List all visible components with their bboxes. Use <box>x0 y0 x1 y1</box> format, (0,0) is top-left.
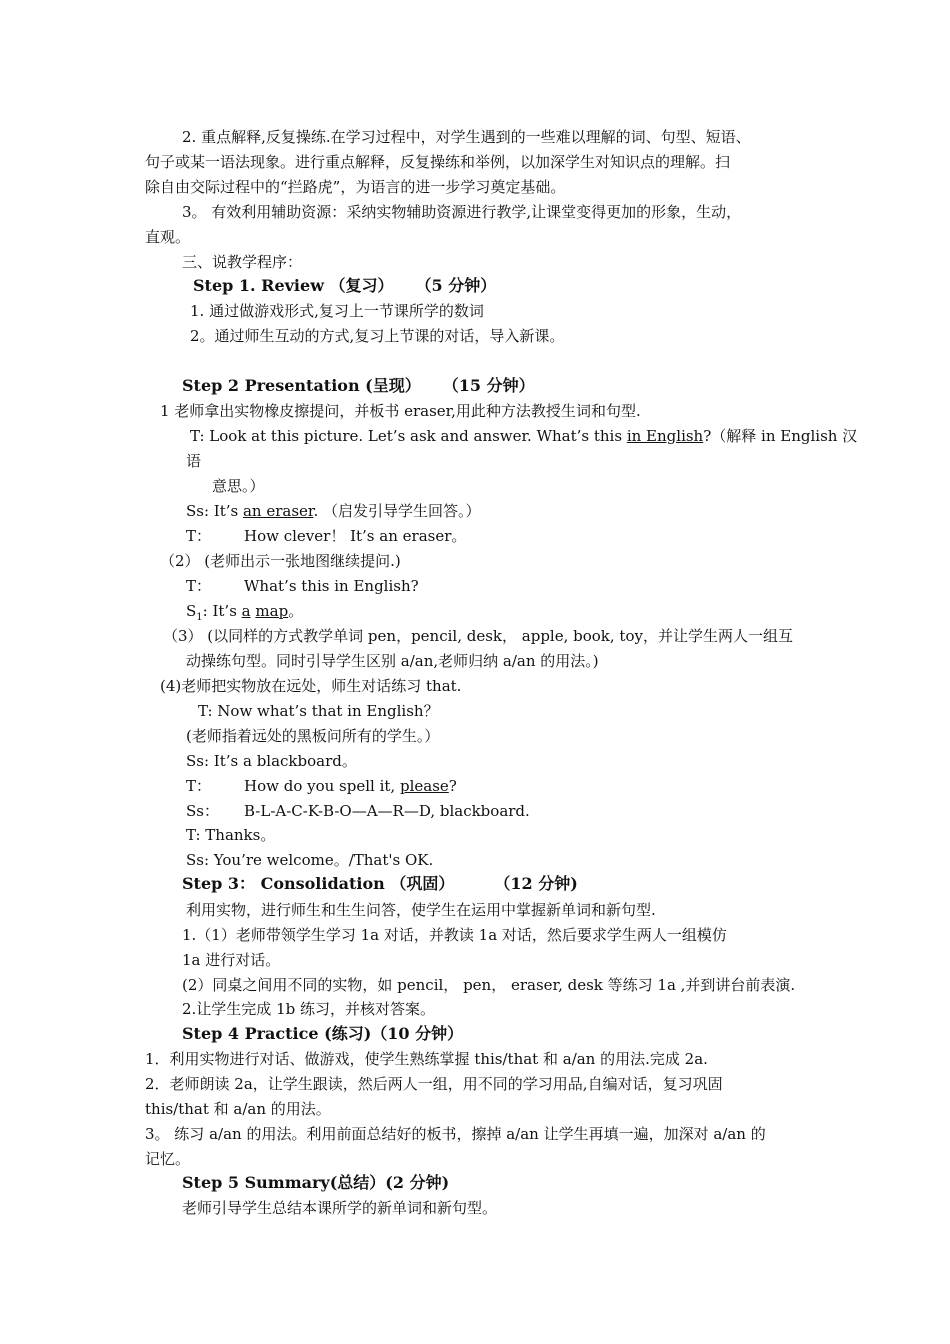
dialogue-text: ? <box>448 777 457 795</box>
step2-time: （15 分钟） <box>442 376 535 395</box>
paragraph-line: 2. 重点解释,反复操练.在学习过程中，对学生遇到的一些难以理解的词、句型、短语、 <box>182 128 751 146</box>
dialogue-line: 语 <box>186 452 202 470</box>
speaker: S <box>186 602 197 620</box>
step1-title: Step 1. Review （复习） <box>193 276 394 295</box>
step3-title: Step 3： Consolidation （巩固） <box>182 874 455 893</box>
dialogue-line <box>190 426 857 446</box>
speaker: T： <box>186 527 212 545</box>
step3-time: （12 分钟) <box>494 874 578 893</box>
dialogue-line <box>186 526 466 546</box>
underlined-phrase: a <box>241 602 251 620</box>
underlined-phrase: please <box>399 777 449 795</box>
list-item: 1a 进行对话。 <box>182 951 281 969</box>
paragraph-line: 老师引导学生总结本课所学的新单词和新句型。 <box>182 1199 498 1217</box>
step2-title: Step 2 Presentation (呈现） <box>182 376 421 395</box>
list-item: 2。通过师生互动的方式,复习上节课的对话，导入新课。 <box>190 327 565 345</box>
list-item: 1．利用实物进行对话、做游戏，使学生熟练掌握 this/that 和 a/an 的用法.完成 2a. <box>145 1050 708 1068</box>
dialogue-text: B-L-A-C-K-B-O—A—R—D, blackboard. <box>244 802 530 820</box>
list-item: 记忆。 <box>145 1150 191 1168</box>
dialogue-line: T: Now what’s that in English？ <box>198 702 439 720</box>
dialogue-line: Ss: It’s a blackboard。 <box>186 752 357 770</box>
step3-heading <box>182 874 578 894</box>
underlined-phrase: map <box>255 602 289 620</box>
paragraph-line: 3。 有效利用辅助资源：采纳实物辅助资源进行教学,让课堂变得更加的形象，生动， <box>182 203 742 221</box>
dialogue-line <box>186 576 419 596</box>
step2-heading <box>182 376 535 396</box>
dialogue-text: What’s this in English? <box>244 577 419 595</box>
speaker-subscript: 1 <box>196 612 203 623</box>
list-item: 2．老师朗读 2a，让学生跟读，然后两人一组，用不同的学习用品,自编对话，复习巩固 <box>145 1075 723 1093</box>
paragraph-line: 直观。 <box>145 228 191 246</box>
dialogue-text: T: Look at this picture. Let’s ask and answer. What’s this <box>190 427 627 445</box>
paragraph-line: 除自由交际过程中的“拦路虎”，为语言的进一步学习奠定基础。 <box>145 178 566 196</box>
dialogue-text: Ss: It’s <box>186 502 243 520</box>
list-item: 3。 练习 a/an 的用法。利用前面总结好的板书，擦掉 a/an 让学生再填一遍，加深对 a/an 的 <box>145 1125 766 1143</box>
step1-time: （5 分钟） <box>415 276 497 295</box>
dialogue-line: (老师指着远处的黑板问所有的学生。） <box>186 727 440 745</box>
list-item: （2） (老师出示一张地图继续提问.) <box>160 552 401 570</box>
speaker: T： <box>186 777 212 795</box>
section-heading: 三、说教学程序： <box>182 253 303 271</box>
list-item: 2.让学生完成 1b 练习，并核对答案。 <box>182 1000 435 1018</box>
dialogue-line: T: Thanks。 <box>186 826 276 844</box>
list-item: 1.（1）老师带领学生学习 1a 对话，并教读 1a 对话，然后要求学生两人一组模仿 <box>182 926 727 944</box>
list-item: (2）同桌之间用不同的实物，如 pencil， pen， eraser, desk 等练习 1a ,并到讲台前表演. <box>182 976 796 994</box>
dialogue-text: : It’s <box>202 602 242 620</box>
list-item: 1. 通过做游戏形式,复习上一节课所学的数词 <box>190 302 484 320</box>
step4-heading: Step 4 Practice (练习)（10 分钟） <box>182 1024 464 1043</box>
dialogue-text: . （启发引导学生回答。） <box>313 502 481 520</box>
dialogue-line <box>186 601 303 628</box>
dialogue-text: 。 <box>288 602 304 620</box>
underlined-phrase: in English <box>626 427 704 445</box>
underlined-phrase: an eraser <box>242 502 314 520</box>
list-item: 1 老师拿出实物橡皮擦提问，并板书 eraser,用此种方法教授生词和句型. <box>160 402 641 420</box>
dialogue-line <box>186 501 481 521</box>
paragraph-line: 利用实物，进行师生和生生问答，使学生在运用中掌握新单词和新句型. <box>186 901 656 919</box>
dialogue-line: 意思。） <box>212 477 265 495</box>
speaker: Ss： <box>186 802 219 820</box>
dialogue-line: Ss: You’re welcome。/That's OK. <box>186 851 434 869</box>
dialogue-text: ?（解释 in English 汉 <box>703 427 858 445</box>
list-item: （3） (以同样的方式教学单词 pen，pencil, desk， apple, book, toy，并让学生两人一组互 <box>163 627 793 645</box>
step1-heading <box>193 276 496 296</box>
list-item: this/that 和 a/an 的用法。 <box>145 1100 331 1118</box>
dialogue-line <box>186 801 530 821</box>
dialogue-line <box>186 776 457 796</box>
paragraph-line: 句子或某一语法现象。进行重点解释，反复操练和举例，以加深学生对知识点的理解。扫 <box>145 153 731 171</box>
speaker: T： <box>186 577 212 595</box>
dialogue-text: How clever！ It’s an eraser。 <box>244 527 467 545</box>
step5-heading: Step 5 Summary(总结）(2 分钟) <box>182 1173 450 1192</box>
dialogue-text: How do you spell it, <box>244 777 400 795</box>
list-item: 动操练句型。同时引导学生区别 a/an,老师归纳 a/an 的用法。) <box>186 652 599 670</box>
list-item: (4)老师把实物放在远处，师生对话练习 that. <box>160 677 462 695</box>
